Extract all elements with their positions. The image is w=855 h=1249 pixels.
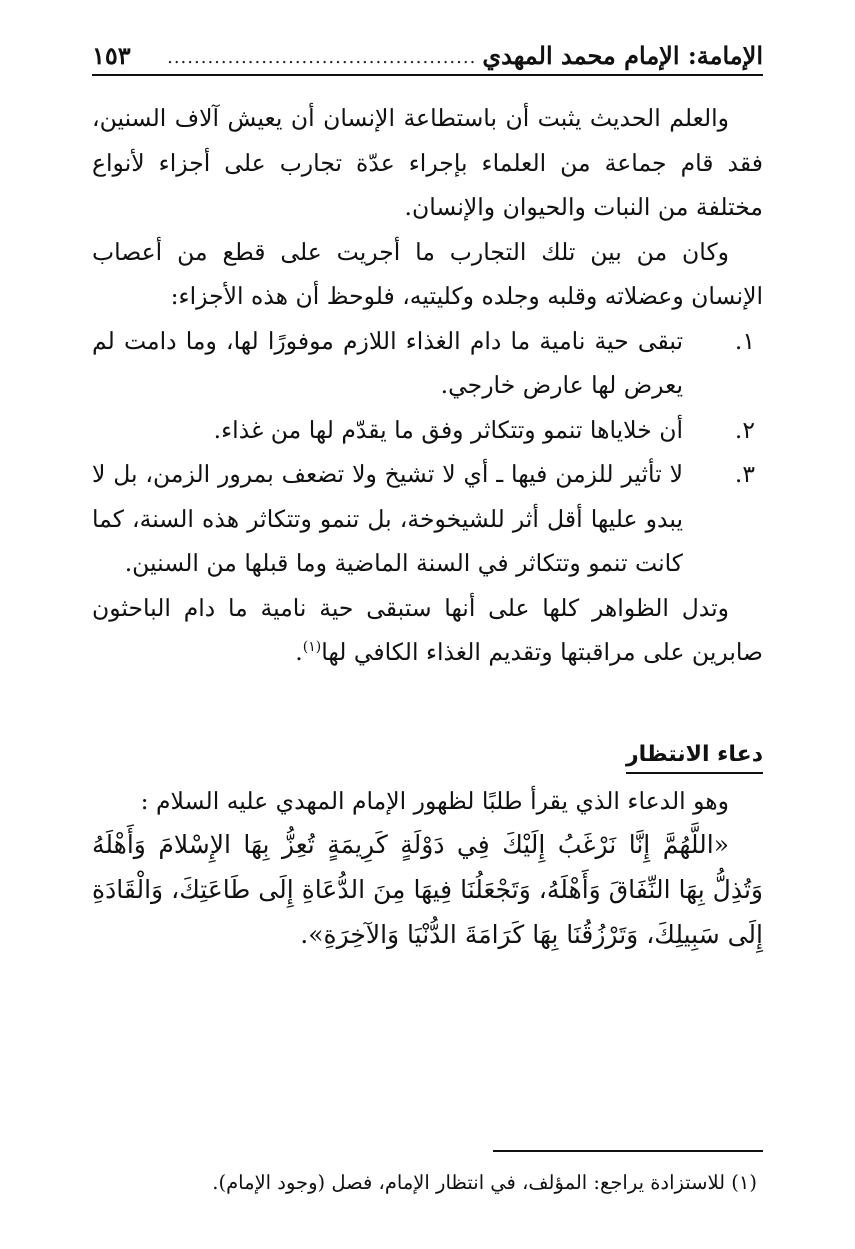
paragraph-2: وكان من بين تلك التجارب ما أجريت على قطع من أعصاب الإنسان وعضلاته وقلبه وجلده وكليتيه، فلوحظ أن هذه الأجزاء: xyxy=(92,237,763,310)
list-item xyxy=(92,452,763,586)
list-item xyxy=(92,319,763,408)
running-title: الإمامة: الإمام محمد المهدي xyxy=(482,41,763,70)
paragraph-3 xyxy=(92,586,763,675)
prayer-section xyxy=(92,732,763,957)
footnote: (١) للاستزادة يراجع: المؤلف، في انتظار الإمام، فصل (وجود الإمام). xyxy=(212,1171,757,1194)
running-header xyxy=(92,34,763,76)
list-number: ٣. xyxy=(734,460,755,488)
list-number: ٢. xyxy=(734,415,755,444)
header-leader-dots: .............................................. xyxy=(167,47,477,68)
footnote-reference[interactable]: (١) xyxy=(302,639,322,656)
numbered-list xyxy=(92,319,763,586)
list-item-text: أن خلاياها تنمو وتتكاثر وفق ما يقدّم لها من غذاء. xyxy=(213,415,683,444)
page-number: ١٥٣ xyxy=(92,41,131,70)
footnote-divider xyxy=(493,1150,763,1152)
list-item-text: تبقى حية نامية ما دام الغذاء اللازم موفورًا لها، وما دامت لم يعرض لها عارض خارجي. xyxy=(92,326,683,399)
prayer-text: «اللَّهُمَّ إِنَّا نَرْغَبُ إِلَيْكَ فِي دَوْلَةٍ كَرِيمَةٍ تُعِزُّ بِهَا الإِسْلامَ وَأَهْلَهُ وَتُذِلُّ بِهَا النِّفَاقَ وَأَهْلَهُ، وَتَجْعَلُنَا فِيهَا مِنَ الدُّعَاةِ إِلَى طَاعَتِكَ، وَالْقَادَةِ إِلَى سَبِيلِكَ، وَتَرْزُقُنَا بِهَا كَرَامَةَ الدُّنْيَا وَالآخِرَةِ». xyxy=(92,830,763,949)
list-item xyxy=(92,408,763,453)
paragraph-3-text: وتدل الظواهر كلها على أنها ستبقى حية نامية ما دام الباحثون صابرين على مراقبتها وتقديم الغذاء الكافي لها xyxy=(92,593,763,666)
paragraph-1: والعلم الحديث يثبت أن باستطاعة الإنسان أن يعيش آلاف السنين، فقد قام جماعة من العلماء بإجراء عدّة تجارب على أجزاء لأنواع مختلفة من النبات والحيوان والإنسان. xyxy=(92,104,763,221)
section-intro: وهو الدعاء الذي يقرأ طلبًا لظهور الإمام المهدي عليه السلام : xyxy=(140,787,729,815)
list-number: ١. xyxy=(734,326,755,355)
paragraph-3-end: . xyxy=(295,638,303,666)
list-item-text: لا تأثير للزمن فيها ـ أي لا تشيخ ولا تضعف بمرور الزمن، بل لا يبدو عليها أقل أثر للشيخوخة، بل تنمو وتتكاثر هذه السنة، كما كانت تنمو وتتكاثر في السنة الماضية وما قبلها من السنين. xyxy=(92,460,683,577)
main-text xyxy=(92,96,763,675)
section-heading: دعاء الانتظار xyxy=(626,738,763,774)
